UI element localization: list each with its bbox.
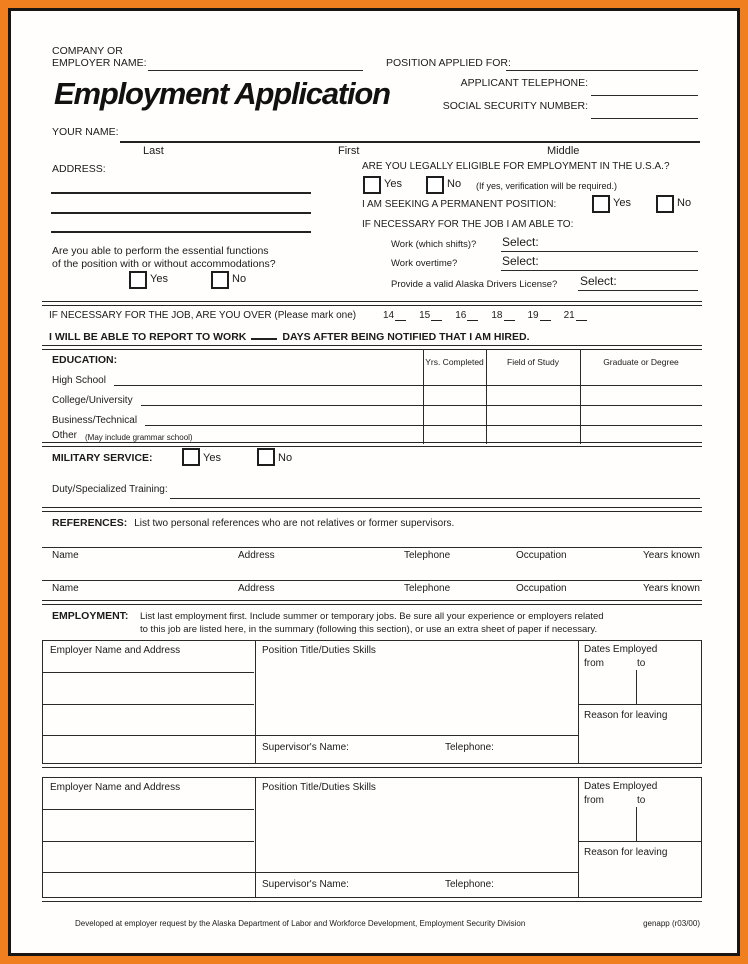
employment-2-reason-label: Reason for leaving bbox=[584, 847, 668, 858]
employment-2-dates-label: Dates Employed bbox=[584, 781, 658, 792]
age-option-label: 21 bbox=[563, 310, 575, 321]
employment-2-position-label: Position Title/Duties Skills bbox=[262, 782, 376, 793]
permanent-position-question: I AM SEEKING A PERMANENT POSITION: bbox=[362, 199, 557, 210]
education-college-input[interactable] bbox=[141, 403, 423, 406]
essential-no-checkbox[interactable] bbox=[211, 271, 229, 289]
employment-2-employer-label: Employer Name and Address bbox=[50, 782, 181, 793]
name-last-caption: Last bbox=[143, 145, 164, 157]
work-overtime-select[interactable]: Select: bbox=[502, 254, 539, 268]
ssn-input[interactable] bbox=[591, 118, 698, 119]
essential-question-line1: Are you able to perform the essential functions bbox=[52, 245, 269, 257]
reference-col-occupation: Occupation bbox=[516, 583, 567, 594]
employment-1-supervisor-label: Supervisor's Name: bbox=[262, 742, 349, 753]
permanent-yes-checkbox[interactable] bbox=[592, 195, 610, 213]
company-or-label: COMPANY OR bbox=[52, 45, 123, 57]
education-row-line bbox=[423, 405, 702, 406]
education-row-college bbox=[52, 390, 423, 406]
drivers-license-select-input[interactable] bbox=[578, 290, 698, 291]
military-no-checkbox[interactable] bbox=[257, 448, 275, 466]
reference-2-column-labels bbox=[42, 583, 702, 595]
footer-credit: Developed at employer request by the Alaska Department of Labor and Workforce Development, Employment Security Division bbox=[75, 919, 526, 928]
employment-2-supervisor-telephone-label: Telephone: bbox=[445, 879, 494, 890]
employer-name-input[interactable] bbox=[148, 70, 363, 71]
education-row-label: High School bbox=[52, 375, 106, 386]
age-option-blank[interactable] bbox=[467, 309, 478, 321]
age-option-blank[interactable] bbox=[540, 309, 551, 321]
reference-col-address: Address bbox=[238, 583, 275, 594]
employment-2-divider bbox=[578, 777, 579, 898]
report-suffix: DAYS AFTER BEING NOTIFIED THAT I AM HIRED. bbox=[282, 331, 530, 343]
employment-2-to-label: to bbox=[637, 795, 646, 806]
work-overtime-select-input[interactable] bbox=[501, 270, 698, 271]
education-row-label: College/University bbox=[52, 395, 133, 406]
reference-col-telephone: Telephone bbox=[404, 550, 451, 561]
education-row-business bbox=[52, 410, 423, 426]
duty-training-label: Duty/Specialized Training: bbox=[52, 484, 168, 495]
drivers-license-select[interactable]: Select: bbox=[580, 274, 617, 288]
usa-eligibility-question: ARE YOU LEGALLY ELIGIBLE FOR EMPLOYMENT IN THE U.S.A.? bbox=[362, 161, 670, 172]
footer-form-code: genapp (r03/00) bbox=[643, 919, 700, 928]
address-input-2[interactable] bbox=[51, 212, 311, 214]
employment-1-divider bbox=[255, 640, 256, 764]
age-option-blank[interactable] bbox=[395, 309, 406, 321]
age-option-14[interactable] bbox=[383, 309, 406, 321]
education-row-high-school bbox=[52, 370, 423, 386]
education-grid-line bbox=[423, 349, 424, 444]
employment-1-row-line bbox=[43, 735, 578, 736]
permanent-no-checkbox[interactable] bbox=[656, 195, 674, 213]
employer-name-label: EMPLOYER NAME: bbox=[52, 57, 147, 69]
military-yes-checkbox[interactable] bbox=[182, 448, 200, 466]
education-grid-line bbox=[486, 349, 487, 444]
employment-1-employer-input[interactable] bbox=[43, 672, 254, 673]
age-option-label: 19 bbox=[527, 310, 539, 321]
essential-yes-checkbox[interactable] bbox=[129, 271, 147, 289]
employment-label: EMPLOYMENT: bbox=[52, 610, 129, 622]
ssn-label: SOCIAL SECURITY NUMBER: bbox=[442, 100, 588, 112]
age-option-label: 14 bbox=[383, 310, 395, 321]
employment-instructions-line2: to this job are listed here, in the summary (following this section), or use an extra sheet of paper if necessary. bbox=[140, 624, 598, 635]
essential-no-label: No bbox=[232, 273, 247, 285]
age-option-blank[interactable] bbox=[431, 309, 442, 321]
reference-col-address: Address bbox=[238, 550, 275, 561]
drivers-license-question: Provide a valid Alaska Drivers License? bbox=[391, 279, 558, 290]
verification-note: (If yes, verification will be required.) bbox=[476, 181, 618, 191]
essential-question-line2: of the position with or without accommodations? bbox=[52, 258, 276, 270]
section-separator bbox=[42, 507, 702, 512]
applicant-telephone-label: APPLICANT TELEPHONE: bbox=[460, 77, 588, 89]
name-first-caption: First bbox=[338, 145, 360, 157]
employment-2-bottom-line bbox=[42, 901, 702, 902]
reference-col-telephone: Telephone bbox=[404, 583, 451, 594]
education-grid-line bbox=[580, 349, 581, 444]
employment-2-divider bbox=[255, 777, 256, 898]
address-input-1[interactable] bbox=[51, 192, 311, 194]
form-title: Employment Application bbox=[54, 76, 390, 111]
employment-instructions-line1: List last employment first. Include summer or temporary jobs. Be sure all your experience or employers related bbox=[140, 611, 604, 622]
position-applied-input[interactable] bbox=[506, 70, 698, 71]
report-prefix: I WILL BE ABLE TO REPORT TO WORK bbox=[49, 331, 247, 343]
employment-1-divider bbox=[578, 640, 579, 764]
education-high-school-input[interactable] bbox=[114, 383, 423, 386]
reference-2-input[interactable] bbox=[42, 580, 702, 581]
usa-yes-label: Yes bbox=[384, 178, 402, 190]
reference-col-name: Name bbox=[52, 550, 79, 561]
usa-no-checkbox[interactable] bbox=[426, 176, 444, 194]
education-col-yrs-completed: Yrs. Completed bbox=[425, 357, 484, 367]
age-option-label: 15 bbox=[419, 310, 431, 321]
permanent-no-label: No bbox=[677, 197, 692, 209]
education-other-note: (May include grammar school) bbox=[85, 433, 193, 442]
employment-2-dates-tick bbox=[636, 807, 637, 841]
usa-yes-checkbox[interactable] bbox=[363, 176, 381, 194]
reference-1-column-labels bbox=[42, 550, 702, 562]
employment-1-supervisor-telephone-label: Telephone: bbox=[445, 742, 494, 753]
duty-training-input[interactable] bbox=[170, 498, 700, 499]
employment-1-dates-label: Dates Employed bbox=[584, 644, 658, 655]
your-name-input[interactable] bbox=[120, 141, 700, 143]
applicant-telephone-input[interactable] bbox=[591, 95, 698, 96]
report-days-input[interactable] bbox=[251, 328, 277, 340]
education-row-line bbox=[423, 425, 702, 426]
report-to-work-sentence bbox=[49, 328, 530, 344]
employment-1-employer-label: Employer Name and Address bbox=[50, 645, 181, 656]
employment-1-reason-label: Reason for leaving bbox=[584, 710, 668, 721]
military-service-label: MILITARY SERVICE: bbox=[52, 452, 153, 464]
reference-col-occupation: Occupation bbox=[516, 550, 567, 561]
employment-2-from-label: from bbox=[584, 795, 604, 806]
your-name-label: YOUR NAME: bbox=[52, 126, 119, 138]
employment-2-employer-input[interactable] bbox=[43, 841, 254, 842]
age-option-16[interactable] bbox=[455, 309, 478, 321]
employment-2-dates-line bbox=[578, 841, 702, 842]
reference-col-years-known: Years known bbox=[643, 583, 700, 594]
education-label: EDUCATION: bbox=[52, 354, 118, 366]
references-header bbox=[52, 517, 454, 530]
age-option-blank[interactable] bbox=[576, 309, 587, 321]
employment-1-dates-line bbox=[578, 704, 702, 705]
reference-1-input[interactable] bbox=[42, 547, 702, 548]
able-to-heading: IF NECESSARY FOR THE JOB I AM ABLE TO: bbox=[362, 219, 574, 230]
section-separator bbox=[42, 301, 702, 306]
education-col-graduate-degree: Graduate or Degree bbox=[603, 357, 679, 367]
military-yes-label: Yes bbox=[203, 452, 221, 464]
permanent-yes-label: Yes bbox=[613, 197, 631, 209]
section-separator bbox=[42, 600, 702, 605]
address-input-3[interactable] bbox=[51, 231, 311, 233]
education-row-label: Business/Technical bbox=[52, 415, 138, 426]
references-instructions: List two personal references who are not relatives or former supervisors. bbox=[134, 518, 455, 529]
reference-col-years-known: Years known bbox=[643, 550, 700, 561]
age-option-21[interactable] bbox=[564, 309, 587, 321]
references-label: REFERENCES: bbox=[52, 517, 128, 529]
employment-1-position-label: Position Title/Duties Skills bbox=[262, 645, 376, 656]
name-middle-caption: Middle bbox=[547, 145, 580, 157]
education-business-input[interactable] bbox=[145, 423, 423, 426]
employment-1-to-label: to bbox=[637, 658, 646, 669]
education-table-bottom-border bbox=[42, 442, 702, 447]
age-option-label: 18 bbox=[491, 310, 503, 321]
employment-1-dates-tick bbox=[636, 670, 637, 704]
employment-2-row-line bbox=[43, 872, 578, 873]
work-overtime-question: Work overtime? bbox=[391, 258, 458, 269]
education-table-top-border bbox=[42, 345, 702, 350]
age-option-blank[interactable] bbox=[504, 309, 515, 321]
age-option-15[interactable] bbox=[419, 309, 442, 321]
age-option-label: 16 bbox=[455, 310, 467, 321]
essential-yes-label: Yes bbox=[150, 273, 168, 285]
education-other-label: Other bbox=[52, 430, 78, 441]
military-no-label: No bbox=[278, 452, 293, 464]
age-option-18[interactable] bbox=[491, 309, 514, 321]
education-col-field-of-study: Field of Study bbox=[507, 357, 559, 367]
age-option-19[interactable] bbox=[528, 309, 551, 321]
position-applied-label: POSITION APPLIED FOR: bbox=[386, 57, 511, 69]
address-label: ADDRESS: bbox=[52, 163, 106, 175]
employment-2-supervisor-label: Supervisor's Name: bbox=[262, 879, 349, 890]
work-shifts-question: Work (which shifts)? bbox=[391, 239, 477, 250]
education-row-line bbox=[423, 385, 702, 386]
employment-1-from-label: from bbox=[584, 658, 604, 669]
age-question: IF NECESSARY FOR THE JOB, ARE YOU OVER (Please mark one) bbox=[49, 310, 357, 321]
age-options bbox=[383, 309, 587, 321]
employment-1-employer-input[interactable] bbox=[43, 704, 254, 705]
reference-col-name: Name bbox=[52, 583, 79, 594]
work-shifts-select-input[interactable] bbox=[501, 251, 698, 252]
usa-no-label: No bbox=[447, 178, 462, 190]
employment-2-employer-input[interactable] bbox=[43, 809, 254, 810]
work-shifts-select[interactable]: Select: bbox=[502, 235, 539, 249]
employment-1-bottom-line bbox=[42, 767, 702, 768]
